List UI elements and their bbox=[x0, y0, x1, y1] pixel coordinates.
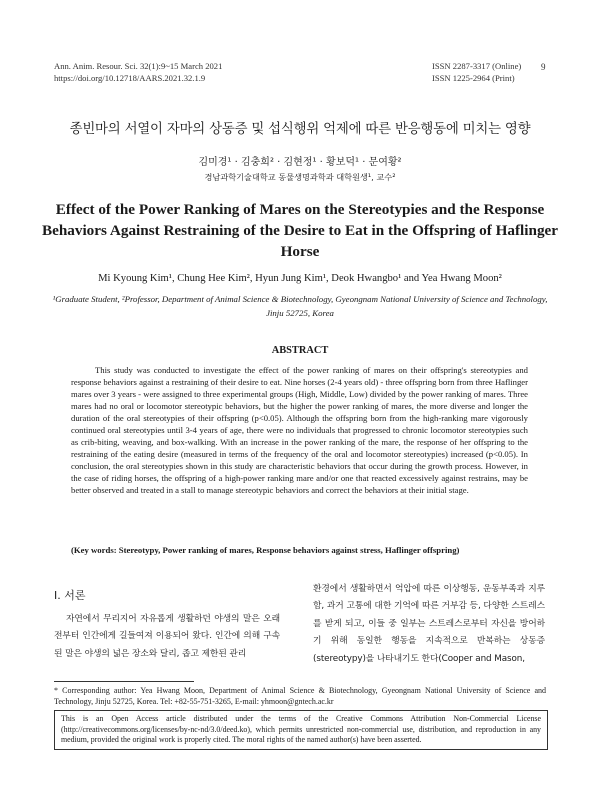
korean-title: 종빈마의 서열이 자마의 상동증 및 섭식행위 억제에 따른 반응행동에 미치는 영향 bbox=[69, 122, 531, 137]
journal-citation bbox=[54, 60, 222, 84]
english-affiliation: ¹Graduate Student, ²Professor, Department of Animal Science & Biotechnology, Gyeongnam National University of Science and Technology, Jinju 52725, Korea bbox=[52, 294, 548, 318]
english-title: Effect of the Power Ranking of Mares on the Stereotypies and the Response Behaviors Against Restraining of the Desire to Eat in the Offspring of Haflinger Horse bbox=[41, 201, 559, 260]
issn-print: ISSN 1225-2964 (Print) bbox=[432, 73, 515, 83]
english-authors: Mi Kyoung Kim¹, Chung Hee Kim², Hyun Jung Kim¹, Deok Hwangbo¹ and Yea Hwang Moon² bbox=[98, 273, 502, 284]
korean-authors: 김미경¹ · 김충희² · 김현정¹ · 황보덕¹ · 문여황² bbox=[198, 157, 402, 168]
section-heading-introduction: Ⅰ. 서론 bbox=[54, 589, 86, 602]
doi-link[interactable]: https://doi.org/10.12718/AARS.2021.32.1.9 bbox=[54, 73, 206, 83]
footnote-divider bbox=[54, 681, 194, 682]
intro-right-column: 환경에서 생활하면서 억압에 따른 이상행동, 운동부족과 지루함, 과거 고통에 대한 기억에 따른 거부감 등, 다양한 스트레스를 받게 되고, 이들 중 일부는 스트레스로부터 자신을 방어하기 위해 동일한 행동을 지속적으로 반복하는 상동증(stereotypy)을 나타내기도 한다(Cooper and Mason, bbox=[313, 584, 545, 664]
intro-left-column: 자연에서 무리지어 자유롭게 생활하던 야생의 말은 오래전부터 인간에게 길들여져 이용되어 왔다. 인간에 의해 구속된 말은 야생의 넓은 장소와 달리, 좁고 제한된 관리 bbox=[54, 614, 280, 659]
license-notice: This is an Open Access article distributed under the terms of the Creative Commons Attribution Non-Commercial License (http://creativecommons.org/licenses/by-nc-nd/3.0/deed.ko), which permits unrestricted non-commercial use, distribution, and reproduction in any medium, provided the original work is properly cited. The moral rights of the named author(s) have been asserted. bbox=[54, 710, 548, 750]
issn-block bbox=[432, 60, 521, 84]
korean-affiliation: 경남과학기술대학교 동물생명과학과 대학원생¹, 교수² bbox=[204, 172, 396, 182]
keywords: (Key words: Stereotypy, Power ranking of mares, Response behaviors against stress, Haflinger offspring) bbox=[71, 545, 460, 555]
journal-line-1: Ann. Anim. Resour. Sci. 32(1):9~15 March 2021 bbox=[54, 61, 223, 71]
abstract-body: This study was conducted to investigate the effect of the power ranking of mares on their offspring's stereotypies and response behaviors against a restraining of their desire to eat. Nine horses (2-4 years old) - three offspring born from three Haflinger mares over 3 years - were assigned to three experimental groups (High, Middle, Low) divided by the power ranking of mares. Three mares had no oral or locomotor stereotypic behaviors, but the higher the power ranking of mares, the more diverse and longer the duration of the oral stereotypies of their offspring (p<0.05). Although the offspring born from the high-ranking mare vigorously continued oral stereotypies until 3-4 years of age, there were no individuals that progressed to chronic locomotor stereotypies such as crib-biting, weaving, and box-walking. With an increase in the power ranking of the mare, the response of her offspring to the restraining of the eating desire (measured in terms of the frequency of the oral and locomotor stereotypies) increased (p<0.05). In conclusion, the oral stereotypies shown in this study are characteristic behaviors that occur during the growth process. However, in the case of riding horses, the offspring of a high-power ranking mare and/or one that reacted excessively against restrains, may be better observed and treated in a stall to manage stereotypic behaviors and correct the behaviors at their initial stage. bbox=[71, 365, 528, 496]
corresponding-author-footnote: * Corresponding author: Yea Hwang Moon, Department of Animal Science & Biotechnology, Gyeongnam National University of Science and Technology, Jinju 52725, Korea. Tel: +82-55-751-3265, E-mail: yhmoon@gntech.ac.kr bbox=[54, 686, 546, 706]
abstract-heading: ABSTRACT bbox=[271, 345, 329, 356]
page-number: 9 bbox=[541, 62, 546, 72]
issn-online: ISSN 2287-3317 (Online) bbox=[432, 61, 522, 71]
